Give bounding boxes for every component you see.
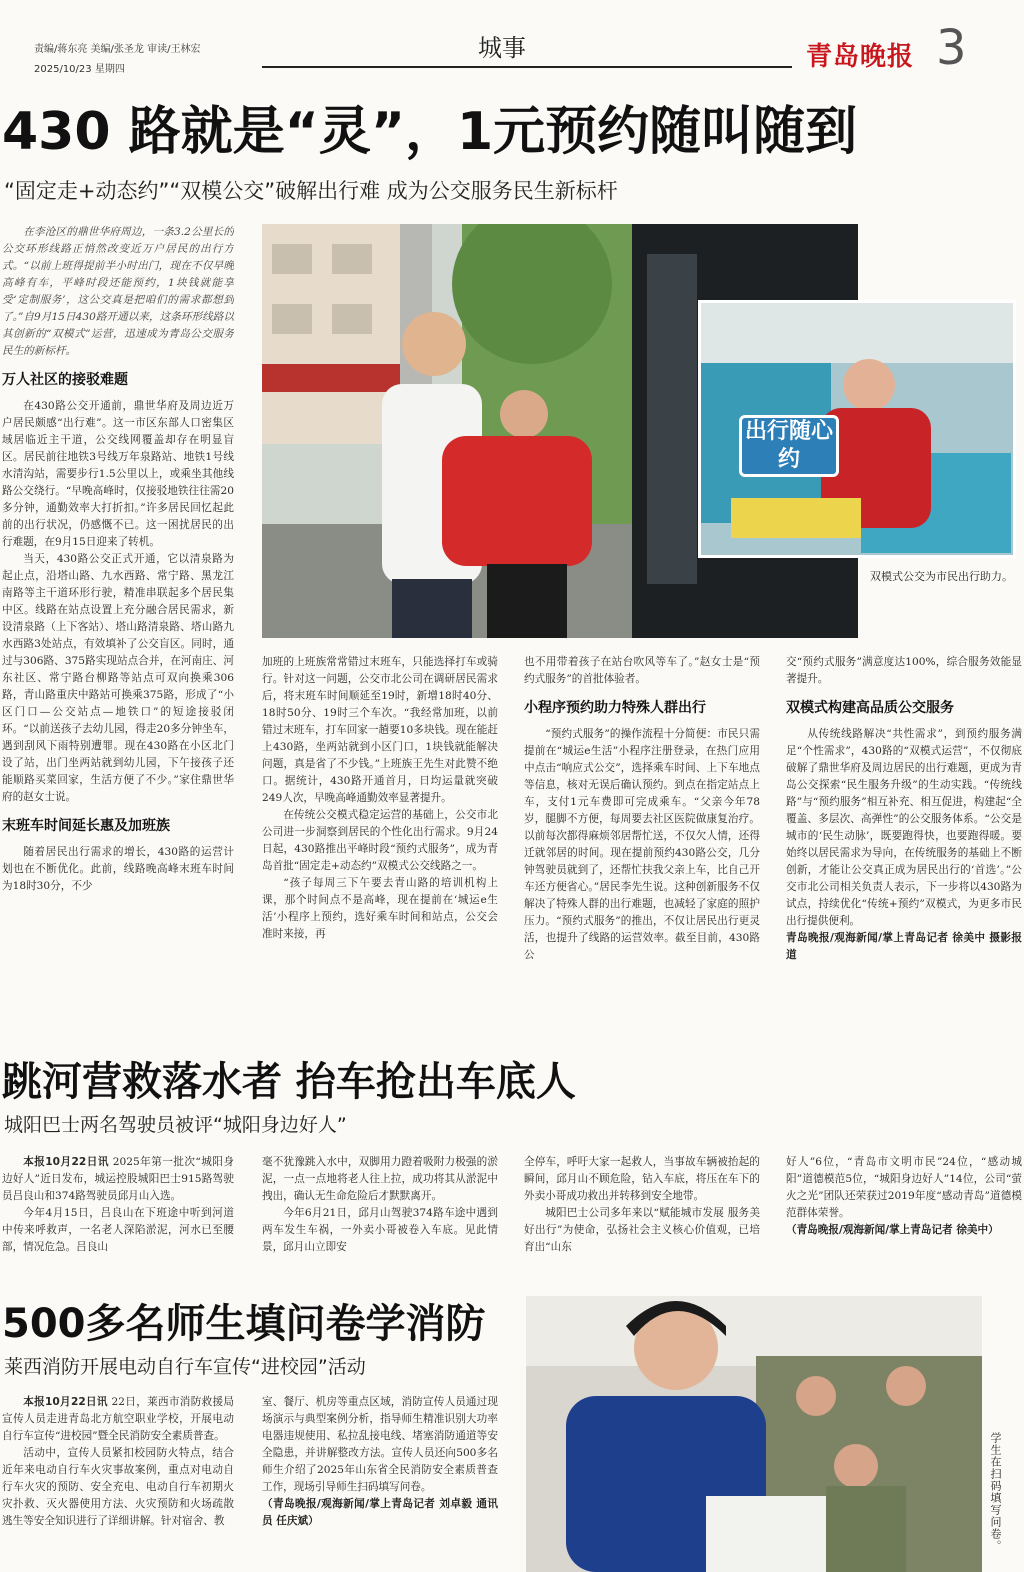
article1-paragraph: 从传统线路解决“共性需求”，到预约服务满足“个性需求”，430路的“双模式运营”，不仅彻底破解了鼎世华府及周边居民的出行难题，更成为青岛公交探索“民生服务升级”的生动实践。“传统线路”与“预约服务”相互补充、相互促进，构建起“全覆盖、多层次、高弹性”的公交服务体系。“公交是城市的‘民生动脉’，既要跑得快，也要跑得暖。要始终以居民需求为导向，在传统服务的基础上不断创新，才能让公交真正成为居民出行的‘首选’。”公交市北公司相关负责人表示，下一步将以430路为试点，持续优化“传统+预约”双模式，为更多市民出行提供便利。 <box>786 728 1022 927</box>
article1-paragraph: 当天，430路公交正式开通，它以清泉路为起止点，沿塔山路、九水西路、常宁路、黑龙江南路等主干道环形行驶，精准串联起多个居民集中区。线路在站点设置上充分融合居民需求，新设清泉路（上下客站）、塔山路清泉路、塔山路九水西路3处站点，有效填补了公交盲区。同时，通过与306路、375路实现站点合并，在河南庄、河东社区、常宁路台柳路等站点可双向换乘306路，青山路重庆中路站可换乘375路，形成了“小区门口—公交站点—地铁口”的短途接驳闭环。“以前送孩子去幼儿园，得走20多分钟坐车，遇到刮风下雨特别遭罪。现在430路在小区北门设了站，出门坐两站就到幼儿园，下午接孩子还能顺路买菜回家，生活方便了不少。”家住鼎世华府的赵女士说。 <box>2 553 234 803</box>
editors-line: 责编/蒋东亮 美编/张圣龙 审读/王林宏 <box>34 44 201 55</box>
paper-logo: 青岛晚报 <box>806 42 915 72</box>
header-rule <box>262 66 792 68</box>
article1-subhead-4: 双模式构建高品质公交服务 <box>786 700 954 716</box>
article2-headline: 跳河营救落水者 抬车抢出车底人 <box>2 1059 576 1105</box>
article2-paragraph: 今年6月21日，邱月山驾驶374路车途中遇到两车发生车祸，一外卖小哥被卷入车底。见此情景，邱月山立即安 <box>262 1207 498 1253</box>
bus-inset-photo <box>698 300 1016 558</box>
article2-credit: （青岛晚报/观海新闻/掌上青岛记者 徐美中） <box>786 1224 999 1236</box>
article1-paragraph: 交“预约式服务”满意度达100%，综合服务效能显著提升。 <box>786 656 1022 685</box>
article1-column-1 <box>2 224 234 1034</box>
article2-paragraph: 好人”6位，“青岛市文明市民”24位，“感动城阳”道德模范5位，“城阳身边好人”14位，公司“萤火之光”团队还荣获过2019年度“感动青岛”道德模范群体荣誉。 <box>786 1156 1022 1219</box>
article1-column-3 <box>524 654 760 1034</box>
article1-column-2 <box>262 654 498 1034</box>
article1-subheadline: “固定走+动态约”“双模公交”破解出行难 成为公交服务民生新标杆 <box>4 179 618 203</box>
article2-paragraph: 毫不犹豫跳入水中，双脚用力蹬着吸附力极强的淤泥，一点一点地将老人往上拉，成功将其从淤泥中拽出，确认无生命危险后才默默离开。 <box>262 1156 498 1202</box>
section-title: 城事 <box>478 34 526 62</box>
article1-lead: 在李沧区的鼎世华府周边，一条3.2公里长的公交环形线路正悄然改变近万户居民的出行方式。“以前上班得提前半小时出门，现在不仅早晚高峰有车，平峰时段还能预约，1块钱就能享受‘定制服务’，这公交真是把咱们的需求都想到了。”自9月15日430路开通以来，这条环形线路以其创新的“双模式”运营，迅速成为青岛公交服务民生的新标杆。 <box>2 226 234 357</box>
article2-dateline: 本报10月22日讯 <box>23 1156 109 1168</box>
article2-paragraph: 今年4月15日，吕良山在下班途中听到河道中传来呼救声，一名老人深陷淤泥，河水已至腰部，情况危急。吕良山 <box>2 1207 234 1253</box>
article1-credit: 青岛晚报/观海新闻/掌上青岛记者 徐美中 摄影报道 <box>786 932 1022 961</box>
article1-paragraph: 在430路公交开通前，鼎世华府及周边近万户居民颇感“出行难”。这一市区东部人口密集区域居临近主干道，公交线网覆盖却存在明显盲区。居民前往地铁3号线万年泉路站、地铁1号线水清沟站，需要步行1.5公里以上，或乘坐其他线路公交绕行。“早晚高峰时，仅接驳地铁往往需20多分钟，通勤效率大打折扣。”许多居民回忆起此前的出行状况，仍感慨不已。这一困扰居民的出行难题，在9月15日迎来了转机。 <box>2 400 234 548</box>
article2-column-3 <box>524 1154 760 1278</box>
article2-column-2 <box>262 1154 498 1278</box>
article1-subhead-3: 小程序预约助力特殊人群出行 <box>524 700 706 716</box>
article2-column-4 <box>786 1154 1022 1278</box>
article3-credit: （青岛晚报/观海新闻/掌上青岛记者 刘卓毅 通讯员 任庆斌） <box>262 1498 498 1527</box>
article2-subheadline: 城阳巴士两名驾驶员被评“城阳身边好人” <box>4 1114 347 1136</box>
article1-subhead-2: 末班车时间延长惠及加班族 <box>2 818 170 834</box>
article3-headline: 500多名师生填问卷学消防 <box>2 1301 486 1347</box>
article2-text: 2025年第一批次“城阳身边好人”近日发布，城运控股城阳巴士915路驾驶员吕良山和374路驾驶员邱月山入选。 <box>2 1156 234 1202</box>
article1-headline: 430 路就是“灵”，1元预约随叫随到 <box>2 102 858 162</box>
article2-paragraph: 城阳巴士公司多年来以“赋能城市发展 服务美好出行”为使命，弘扬社会主义核心价值观，已培育出“山东 <box>524 1207 760 1253</box>
article3-column-2 <box>262 1394 498 1570</box>
issue-date: 2025/10/23 星期四 <box>34 64 125 75</box>
article2-column-1 <box>2 1154 234 1278</box>
article3-column-1 <box>2 1394 234 1570</box>
article1-photo-caption: 双模式公交为市民出行助力。 <box>870 570 1013 583</box>
article3-subheadline: 莱西消防开展电动自行车宣传“进校园”活动 <box>4 1356 366 1378</box>
students-photo-illustration <box>526 1296 982 1572</box>
students-photo <box>526 1296 982 1572</box>
article1-paragraph: “预约式服务”的操作流程十分简便：市民只需提前在“城运e生活”小程序注册登录，在热门应用中点击“响应式公交”，选择乘车时间、上下车地点等信息，核对无误后确认预约。到点在指定站点上车，支付1元车费即可完成乘车。“父亲今年78岁，腿脚不方便，每周要去社区医院做康复治疗。以前每次都得麻烦邻居帮忙送，不仅欠人情，还得迁就邻居的时间。现在提前预约430路公交，几分钟驾驶员就到了，还帮忙扶我父亲上车，比自己开车还方便省心。”居民李先生说。这种创新服务不仅解决了特殊人群的出行难题，也减轻了家庭的照护压力。“预约式服务”的推出，不仅让居民出行更灵活，也提升了线路的运营效率。截至目前，430路公 <box>524 728 760 961</box>
article2-paragraph: 全停车，呼吁大家一起救人，当事故车辆被抬起的瞬间，邱月山不顾危险，钻入车底，将压在车下的外卖小哥成功救出并转移到安全地带。 <box>524 1156 760 1202</box>
article1-paragraph: 加班的上班族常常错过末班车，只能选择打车或骑行。针对这一问题，公交市北公司在调研居民需求后，将末班车时间顺延至19时，新增18时40分、18时50分、19时三个车次。“我经常加班，以前错过末班车，打车回家一趟要10多块钱。现在能赶上430路，坐两站就到小区门口，1块钱就能解决问题，真是省了不少钱。”上班族王先生对此赞不绝口。据统计，430路开通首月，日均运量就突破249人次，早晚高峰通勤效率显著提升。 <box>262 656 498 804</box>
page-header <box>0 0 1024 90</box>
article1-subhead-1: 万人社区的接驳难题 <box>2 372 128 388</box>
article3-dateline: 本报10月22日讯 <box>23 1396 108 1408</box>
article1-paragraph: 随着居民出行需求的增长，430路的运营计划也在不断优化。此前，线路晚高峰末班车时间为18时30分，不少 <box>2 846 234 892</box>
article1-paragraph: 在传统公交模式稳定运营的基础上，公交市北公司进一步洞察到居民的个性化出行需求。9月24日起，430路推出平峰时段“预约式服务”，成为青岛首批“固定走+动态约”双模式公交线路之一。 <box>262 809 498 872</box>
article1-paragraph: 也不用带着孩子在站台吹风等车了。”赵女士是“预约式服务”的首批体验者。 <box>524 656 760 685</box>
article1-column-4 <box>786 654 1022 1034</box>
trip-sign: 出行随心约 <box>739 415 839 477</box>
article3-paragraph: 活动中，宣传人员紧扣校园防火特点，结合近年来电动自行车火灾事故案例，重点对电动自行车火灾的预防、安全充电、电动自行车初期火灾扑救、灭火器使用方法、火灾预防和火场疏散逃生等安全知识进行了详细讲解。针对宿舍、教 <box>2 1447 234 1527</box>
article3-text: 22日，莱西市消防救援局宣传人员走进青岛北方航空职业学校，开展电动自行车宣传“进校园”暨全民消防安全素质普查。 <box>2 1396 234 1442</box>
article3-photo-caption: 学生在扫码填写问卷。 <box>989 1432 1002 1552</box>
article3-paragraph: 室、餐厅、机房等重点区域，消防宣传人员通过现场演示与典型案例分析，指导师生精准识别大功率电器违规使用、私拉乱接电线、堵塞消防通道等安全隐患，并讲解整改方法。宣传人员还向500多名师生介绍了2025年山东省全民消防安全素质普查工作，现场引导师生扫码填写问卷。 <box>262 1396 498 1493</box>
article1-paragraph: “孩子每周三下午要去青山路的培训机构上课，那个时间点不是高峰，现在提前在‘城运e生活’小程序上预约，选好乘车时间和站点，公交会准时来接，再 <box>262 877 498 940</box>
page-number: 3 <box>936 20 967 76</box>
